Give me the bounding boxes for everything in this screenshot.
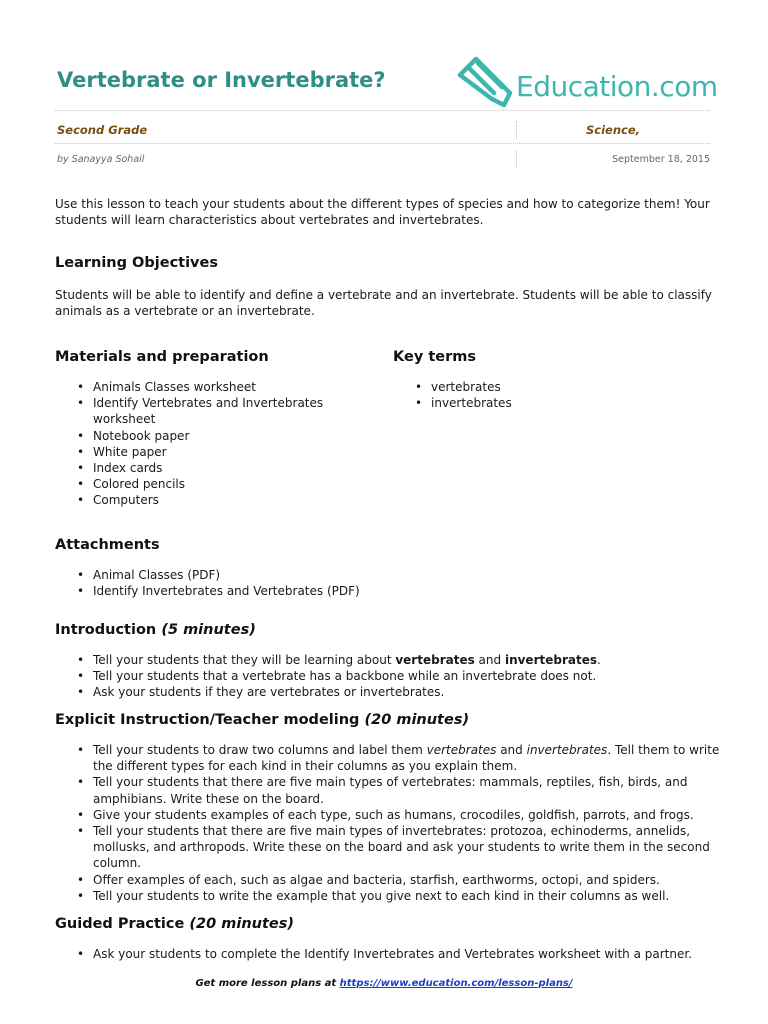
text-span: . bbox=[597, 653, 601, 667]
italic-term: invertebrates bbox=[526, 743, 608, 757]
meta-divider-2 bbox=[516, 151, 517, 167]
explicit-instruction-heading bbox=[55, 712, 469, 728]
text-span: and bbox=[474, 653, 505, 667]
list-item bbox=[55, 742, 720, 774]
logo-text: Education.com bbox=[516, 70, 718, 103]
explicit-instruction-title: Explicit Instruction/Teacher modeling bbox=[55, 712, 360, 728]
subject-label: Science, bbox=[585, 123, 640, 137]
list-item: • Tell your students to write the example that you give next to each kind in their columns as well. bbox=[55, 888, 720, 904]
list-item: • vertebrates bbox=[393, 379, 693, 395]
page-title: Vertebrate or Invertebrate? bbox=[57, 68, 386, 92]
list-item: • Give your students examples of each type, such as humans, crocodiles, goldfish, parrots, and frogs. bbox=[55, 807, 720, 823]
introduction-duration: (5 minutes) bbox=[161, 622, 256, 638]
guided-practice-title: Guided Practice bbox=[55, 916, 185, 932]
attachments-heading: Attachments bbox=[55, 537, 160, 553]
pencil-logo-icon bbox=[456, 55, 514, 111]
key-terms-heading: Key terms bbox=[393, 349, 476, 365]
key-terms-list bbox=[393, 379, 693, 411]
list-item: • White paper bbox=[55, 444, 355, 460]
list-item: • Tell your students that a vertebrate has a backbone while an invertebrate does not. bbox=[55, 668, 720, 684]
footer-text: Get more lesson plans at bbox=[195, 978, 340, 989]
introduction-list bbox=[55, 652, 720, 701]
grade-label: Second Grade bbox=[57, 123, 148, 137]
education-logo[interactable] bbox=[456, 55, 716, 111]
learning-objectives-heading: Learning Objectives bbox=[55, 255, 218, 271]
introduction-heading bbox=[55, 622, 256, 638]
text-span: . Tell them to write the different types for each kind in their columns as you explain them. bbox=[93, 743, 720, 774]
bold-term: vertebrates bbox=[395, 653, 475, 667]
attachment-link[interactable]: • Animal Classes (PDF) bbox=[55, 567, 555, 583]
list-item: • Ask your students if they are vertebrates or invertebrates. bbox=[55, 684, 720, 700]
list-item: • Notebook paper bbox=[55, 428, 355, 444]
italic-term: vertebrates bbox=[426, 743, 497, 757]
date-label: September 18, 2015 bbox=[612, 154, 710, 165]
learning-objectives-text: Students will be able to identify and define a vertebrate and an invertebrate. Students will be able to classify animals as a vertebrate or an invertebrate. bbox=[55, 288, 712, 318]
attachment-link[interactable]: • Identify Invertebrates and Vertebrates (PDF) bbox=[55, 583, 555, 599]
list-item: • Tell your students that there are five main types of invertebrates: protozoa, echinoderms, annelids, mollusks, and arthropods. Write these on the board and ask your students to write them in the second column. bbox=[55, 823, 720, 872]
author-label: by Sanayya Sohail bbox=[57, 154, 145, 165]
list-item: • Offer examples of each, such as algae and bacteria, starfish, earthworms, octopi, and spiders. bbox=[55, 872, 720, 888]
list-item: • invertebrates bbox=[393, 395, 693, 411]
header-divider bbox=[55, 110, 710, 111]
text-span: Tell your students that they will be learning about bbox=[93, 653, 396, 667]
list-item bbox=[55, 652, 720, 668]
lesson-plans-link[interactable]: https://www.education.com/lesson-plans/ bbox=[339, 978, 573, 989]
list-item: • Ask your students to complete the Identify Invertebrates and Vertebrates worksheet with a partner. bbox=[55, 946, 720, 962]
meta-divider bbox=[516, 121, 517, 139]
list-item: • Colored pencils bbox=[55, 476, 355, 492]
list-item: • Index cards bbox=[55, 460, 355, 476]
list-item: • Computers bbox=[55, 492, 355, 508]
list-item: • Identify Vertebrates and Invertebrates worksheet bbox=[55, 395, 355, 427]
footer bbox=[0, 978, 768, 989]
guided-practice-heading bbox=[55, 916, 294, 932]
guided-practice-duration: (20 minutes) bbox=[189, 916, 294, 932]
guided-practice-list bbox=[55, 946, 720, 962]
introduction-title: Introduction bbox=[55, 622, 157, 638]
list-item: • Animals Classes worksheet bbox=[55, 379, 355, 395]
list-item: • Tell your students that there are five main types of vertebrates: mammals, reptiles, fish, birds, and amphibians. Write these on the board. bbox=[55, 774, 720, 806]
explicit-instruction-duration: (20 minutes) bbox=[364, 712, 470, 728]
explicit-instruction-list bbox=[55, 742, 720, 904]
text-span: Tell your students to draw two columns and label them bbox=[93, 743, 427, 757]
materials-list bbox=[55, 379, 355, 509]
meta-divider-line bbox=[55, 143, 710, 144]
bold-term: invertebrates bbox=[504, 653, 597, 667]
materials-heading: Materials and preparation bbox=[55, 349, 269, 365]
attachments-list bbox=[55, 567, 555, 599]
text-span: and bbox=[496, 743, 527, 757]
intro-paragraph: Use this lesson to teach your students about the different types of species and how to categorize them! Your students will learn characteristics about vertebrates and invertebrates. bbox=[55, 197, 710, 227]
